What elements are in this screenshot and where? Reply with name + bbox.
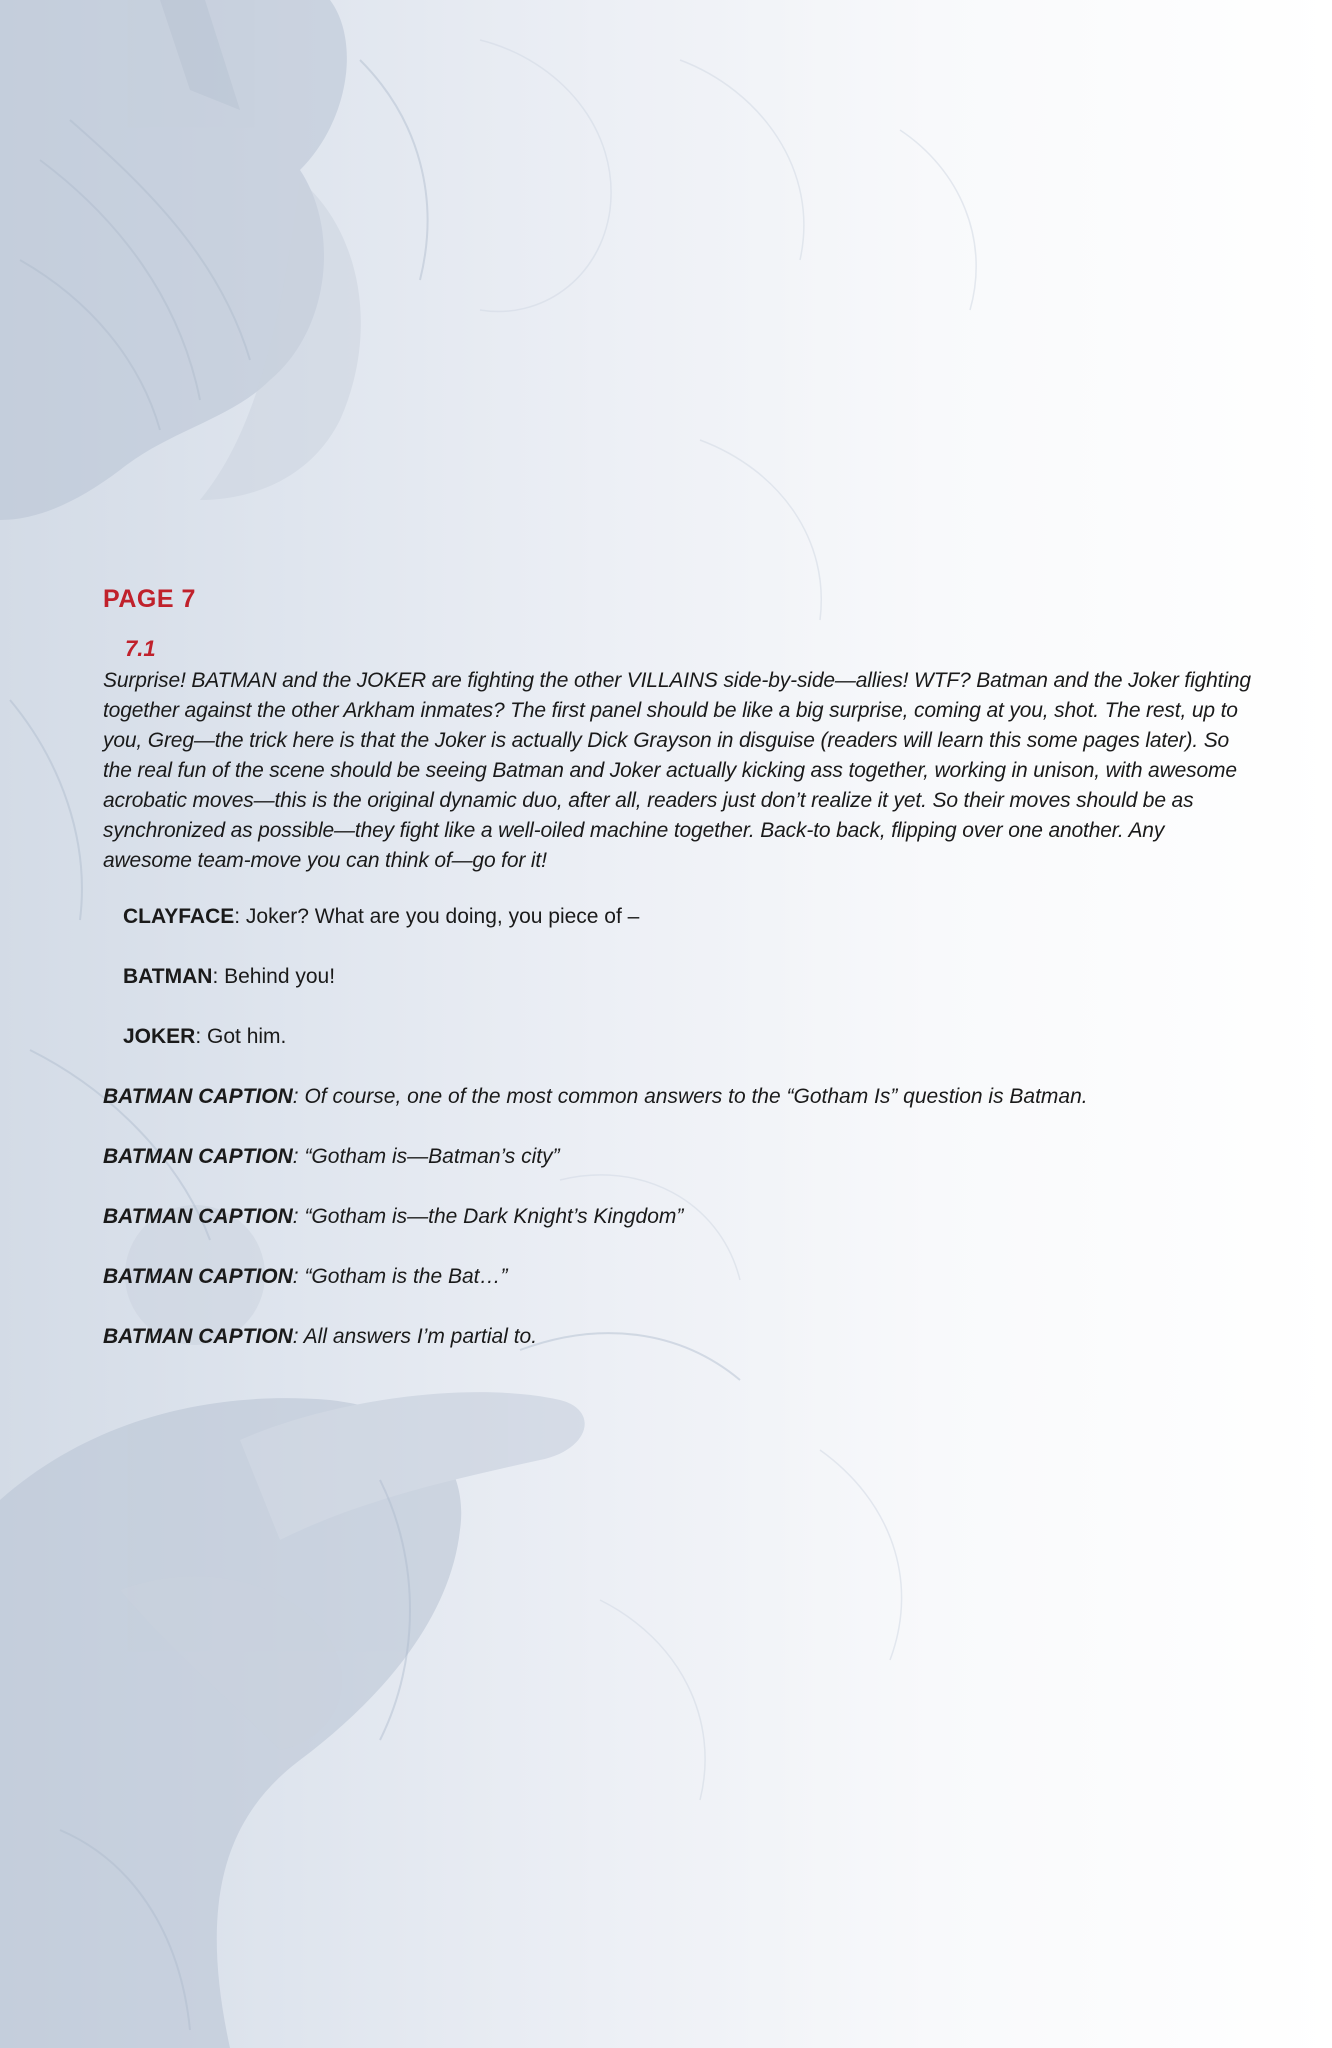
caption-line: BATMAN CAPTION: Of course, one of the most common answers to the “Gotham Is” question is Batman. <box>103 1085 1088 1108</box>
caption-line: BATMAN CAPTION: “Gotham is—the Dark Knight’s Kingdom” <box>103 1205 684 1228</box>
caption-text: “Gotham is the Bat…” <box>304 1265 508 1288</box>
script-text <box>103 584 1253 1382</box>
caption-text: All answers I’m partial to. <box>303 1325 538 1348</box>
dialogue-text: Behind you! <box>224 965 336 988</box>
panel-description: Surprise! BATMAN and the JOKER are fighting the other VILLAINS side-by-side—allies! WTF? Batman and the Joker fighting together against the other Arkham inmates? The first panel should be like a big surprise, coming at you, shot. The rest, up to you, Greg—the trick here is that the Joker is actually Dick Grayson in disguise (readers will learn this some pages later). So the real fun of the scene should be seeing Batman and Joker actually kicking ass together, working in unison, with awesome acrobatic moves—this is the original dynamic duo, after all, readers just don’t realize it yet. So their moves should be as synchronized as possible—they fight like a well-oiled machine together. Back-to back, flipping over one another. Any awesome team-move you can think of—go for it! <box>103 669 1251 872</box>
caption-speaker: BATMAN CAPTION <box>103 1205 293 1228</box>
dialogue-text: Got him. <box>207 1025 287 1048</box>
dialogue-line: BATMAN: Behind you! <box>123 965 336 988</box>
dialogue-text: Joker? What are you doing, you piece of – <box>245 905 640 928</box>
caption-line: BATMAN CAPTION: “Gotham is the Bat…” <box>103 1265 508 1288</box>
dialogue-line: JOKER: Got him. <box>123 1025 287 1048</box>
caption-text: “Gotham is—Batman’s city” <box>304 1145 560 1168</box>
caption-text: Of course, one of the most common answers to the “Gotham Is” question is Batman. <box>304 1085 1088 1108</box>
caption-line: BATMAN CAPTION: All answers I’m partial to. <box>103 1325 538 1348</box>
dialogue-line: CLAYFACE: Joker? What are you doing, you piece of – <box>123 905 640 928</box>
caption-line: BATMAN CAPTION: “Gotham is—Batman’s city” <box>103 1145 560 1168</box>
speaker-name: CLAYFACE <box>123 905 235 928</box>
caption-speaker: BATMAN CAPTION <box>103 1325 293 1348</box>
caption-speaker: BATMAN CAPTION <box>103 1145 293 1168</box>
caption-speaker: BATMAN CAPTION <box>103 1085 293 1108</box>
caption-speaker: BATMAN CAPTION <box>103 1265 293 1288</box>
speaker-name: JOKER <box>123 1025 196 1048</box>
speaker-name: BATMAN <box>123 965 213 988</box>
caption-text: “Gotham is—the Dark Knight’s Kingdom” <box>304 1205 684 1228</box>
panel-number: 7.1 <box>125 636 156 661</box>
page-heading: PAGE 7 <box>103 585 196 613</box>
